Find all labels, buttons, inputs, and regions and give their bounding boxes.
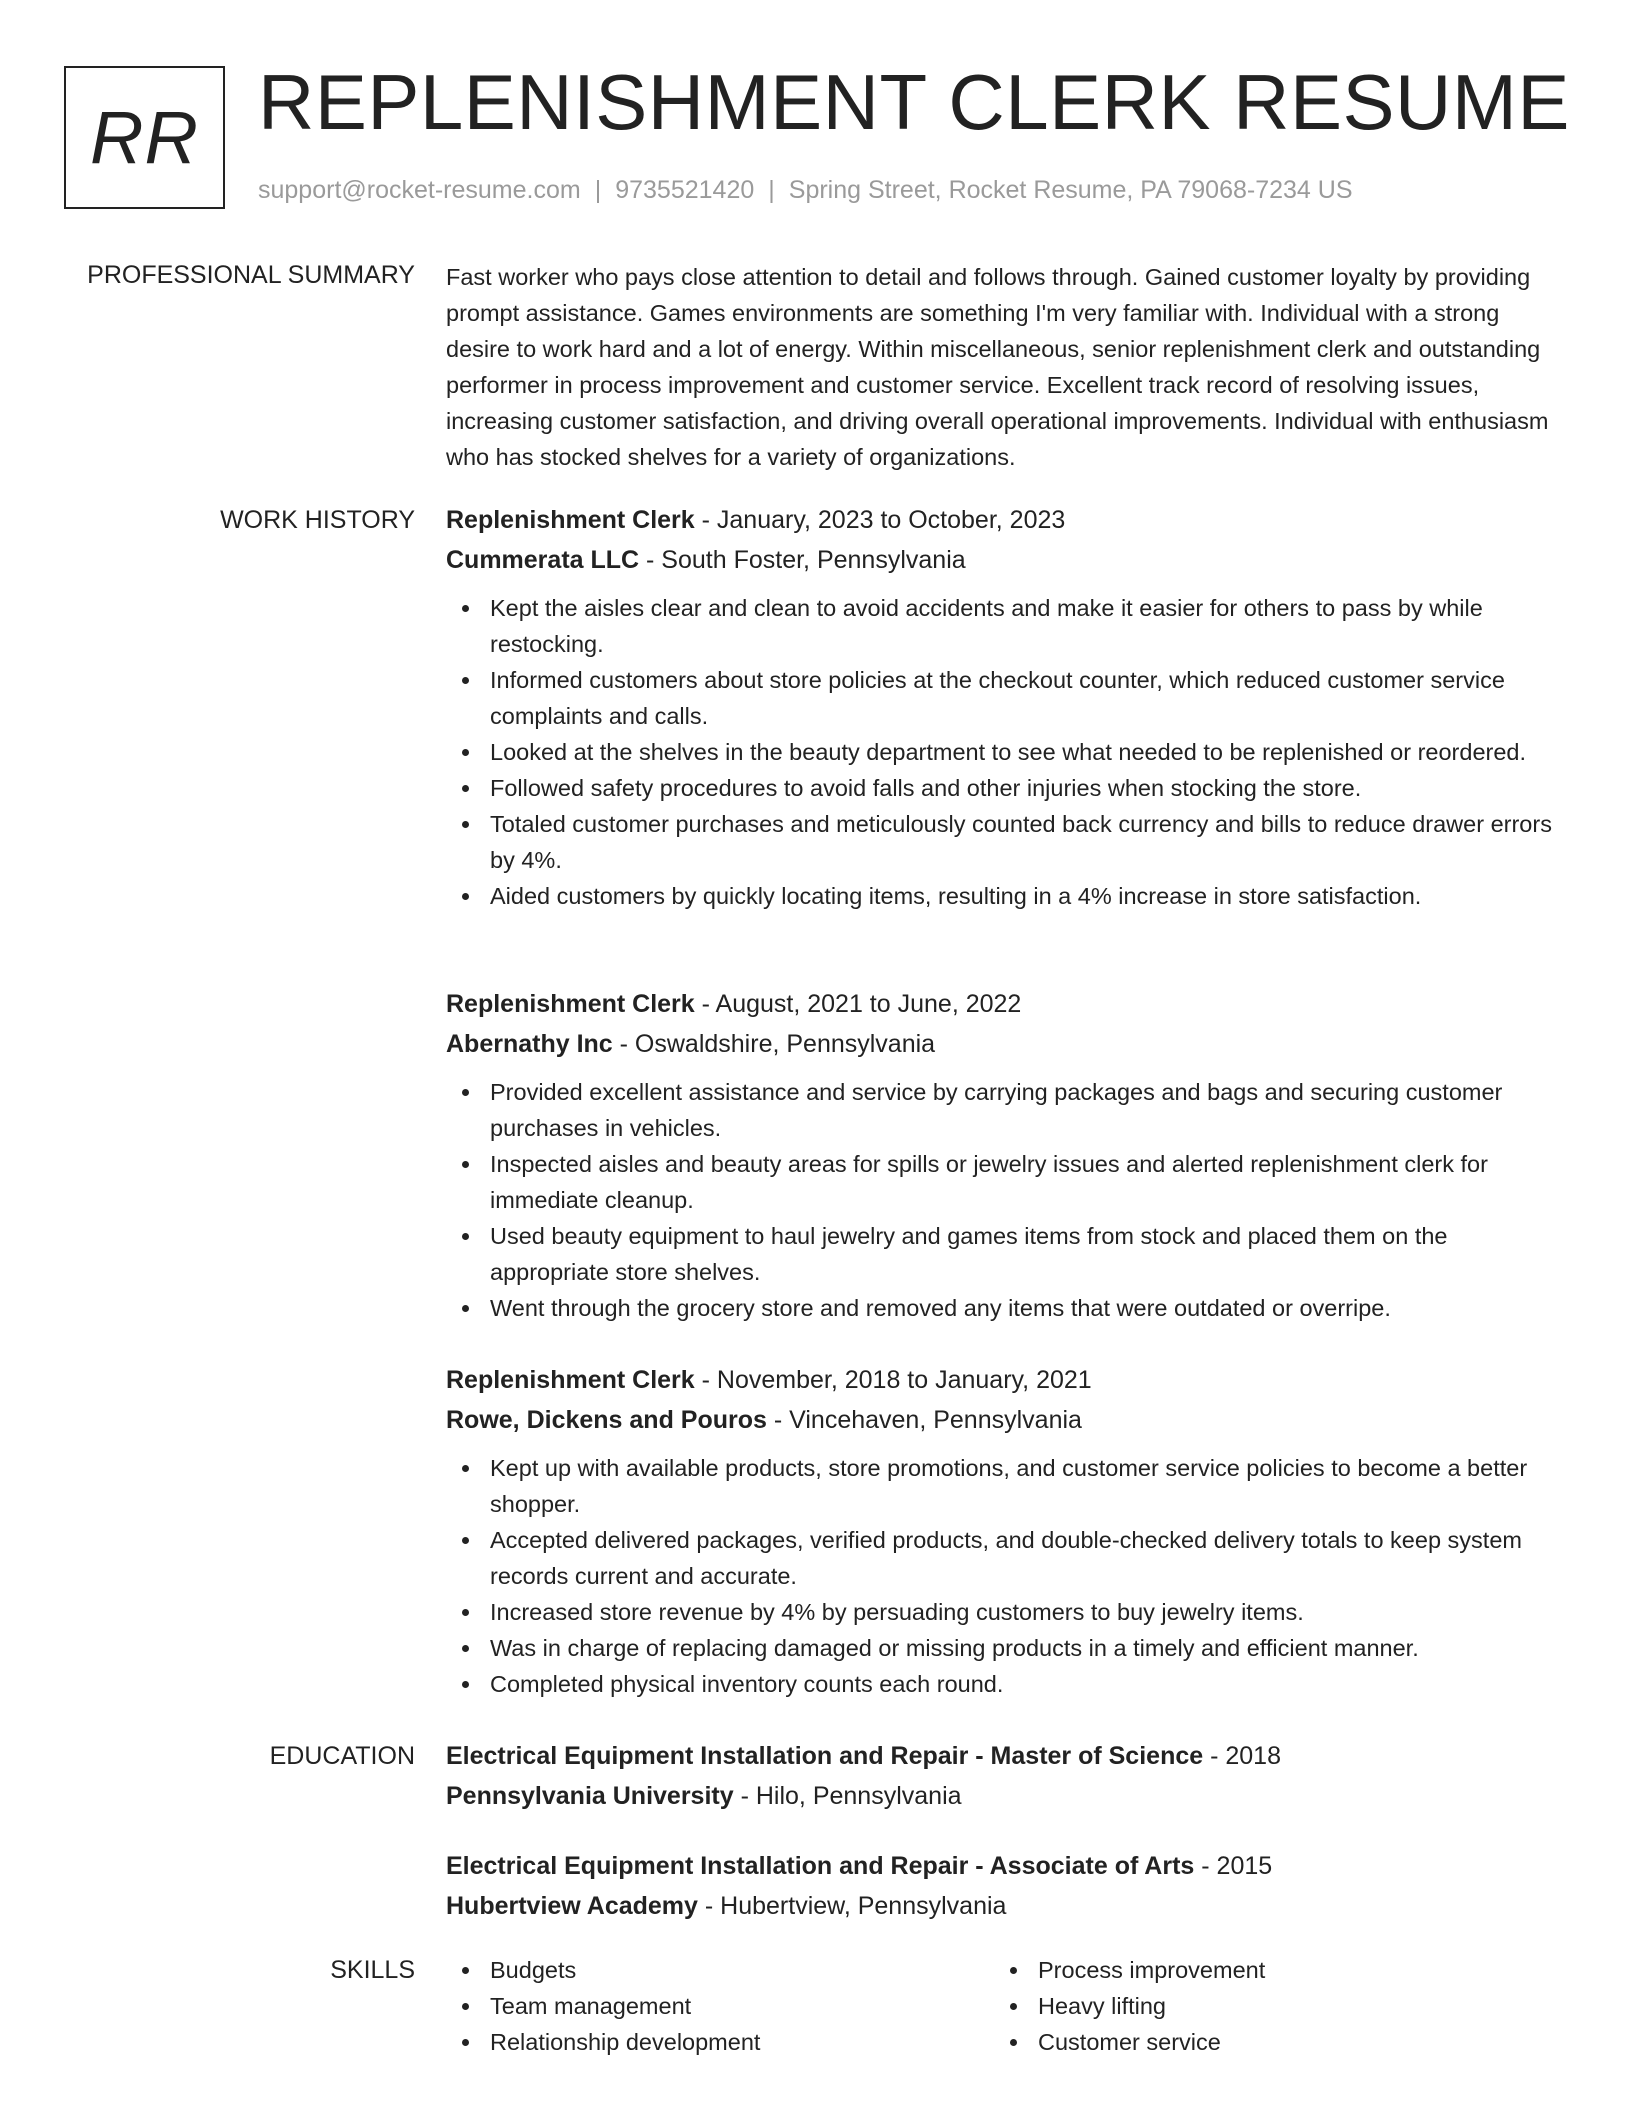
job-company-line: [446, 540, 1566, 580]
education-entry: [446, 1736, 1566, 1816]
contact-line: [258, 174, 1353, 206]
skills-column-left: [446, 1952, 994, 2060]
job-title: Replenishment Clerk: [446, 506, 695, 534]
education-school: Pennsylvania University: [446, 1782, 734, 1810]
education-degree: Electrical Equipment Installation and Repair - Associate of Arts: [446, 1852, 1195, 1880]
education-school-line: [446, 1886, 1566, 1926]
education-location: - Hilo, Pennsylvania: [733, 1782, 962, 1810]
skills-column-right: [994, 1952, 1542, 2060]
education-year: - 2018: [1203, 1742, 1281, 1770]
summary-text: Fast worker who pays close attention to detail and follows through. Gained customer loyalty by providing prompt assistance. Games environments are something I'm very familiar with. Individual with a strong desire to work hard and a lot of energy. Within miscellaneous, senior replenishment clerk and outstanding performer in process improvement and customer service. Excellent track record of resolving issues, increasing customer satisfaction, and driving overall operational improvements. Individual with enthusiasm who has stocked shelves for a variety of organizations.: [446, 264, 1549, 470]
education-degree: Electrical Equipment Installation and Repair - Master of Science: [446, 1742, 1204, 1770]
resume-title: REPLENISHMENT CLERK RESUME: [258, 58, 1570, 146]
job-company: Cummerata LLC: [446, 546, 640, 574]
education-school: Hubertview Academy: [446, 1892, 698, 1920]
education-degree-line: [446, 1736, 1566, 1776]
job-location: - Vincehaven, Pennsylvania: [766, 1406, 1082, 1434]
skills-list: [446, 1952, 1566, 2060]
contact-address: Spring Street, Rocket Resume, PA 79068-7234 US: [788, 176, 1353, 204]
education-location: - Hubertview, Pennsylvania: [697, 1892, 1007, 1920]
job-bullet: Informed customers about store policies at the checkout counter, which reduced customer service complaints and calls.: [446, 662, 1566, 734]
contact-separator: |: [594, 176, 602, 204]
job-bullet: Inspected aisles and beauty areas for spills or jewelry issues and alerted replenishment clerk for immediate cleanup.: [446, 1146, 1566, 1218]
job-bullet: Aided customers by quickly locating items, resulting in a 4% increase in store satisfaction.: [446, 878, 1566, 914]
job-title: Replenishment Clerk: [446, 990, 695, 1018]
job-company: Rowe, Dickens and Pouros: [446, 1406, 767, 1434]
job-title: Replenishment Clerk: [446, 1366, 695, 1394]
job-bullet: Looked at the shelves in the beauty department to see what needed to be replenished or reordered.: [446, 734, 1566, 770]
section-label-summary: PROFESSIONAL SUMMARY: [87, 261, 415, 289]
skill-item: Team management: [446, 1988, 994, 2024]
contact-separator: |: [768, 176, 775, 204]
education-year: - 2015: [1194, 1852, 1273, 1880]
skill-item: Heavy lifting: [994, 1988, 1542, 2024]
job-bullet: Followed safety procedures to avoid falls and other injuries when stocking the store.: [446, 770, 1566, 806]
education-degree-line: [446, 1846, 1566, 1886]
job-bullet: Totaled customer purchases and meticulously counted back currency and bills to reduce drawer errors by 4%.: [446, 806, 1566, 878]
job-company-line: [446, 1024, 1566, 1064]
job-entry: [446, 1360, 1566, 1702]
job-location: - Oswaldshire, Pennsylvania: [612, 1030, 936, 1058]
skill-item: Customer service: [994, 2024, 1542, 2060]
contact-phone: 9735521420: [615, 176, 755, 204]
skill-item: Relationship development: [446, 2024, 994, 2060]
job-bullet: Kept the aisles clear and clean to avoid accidents and make it easier for others to pass by while restocking.: [446, 590, 1566, 662]
job-company: Abernathy Inc: [446, 1030, 613, 1058]
contact-email: support@rocket-resume.com: [258, 176, 581, 204]
section-label-work-history: WORK HISTORY: [220, 506, 415, 534]
initials-monogram: [64, 66, 225, 209]
job-bullet: Was in charge of replacing damaged or missing products in a timely and efficient manner.: [446, 1630, 1566, 1666]
job-bullets: [446, 590, 1566, 914]
job-entry: [446, 500, 1566, 914]
job-bullets: [446, 1074, 1566, 1326]
job-bullets: [446, 1450, 1566, 1702]
education-school-line: [446, 1776, 1566, 1816]
job-bullet: Went through the grocery store and removed any items that were outdated or overripe.: [446, 1290, 1566, 1326]
initials-text: RR: [90, 96, 199, 179]
job-bullet: Increased store revenue by 4% by persuading customers to buy jewelry items.: [446, 1594, 1566, 1630]
skill-item: Process improvement: [994, 1952, 1542, 1988]
section-label-skills: SKILLS: [330, 1956, 415, 1984]
skill-item: Budgets: [446, 1952, 994, 1988]
education-entry: [446, 1846, 1566, 1926]
section-label-education: EDUCATION: [269, 1742, 415, 1770]
job-bullet: Completed physical inventory counts each round.: [446, 1666, 1566, 1702]
job-bullet: Accepted delivered packages, verified products, and double-checked delivery totals to keep system records current and accurate.: [446, 1522, 1566, 1594]
job-dates: - August, 2021 to June, 2022: [694, 990, 1022, 1018]
job-dates: - November, 2018 to January, 2021: [694, 1366, 1092, 1394]
job-entry: [446, 984, 1566, 1326]
job-title-line: [446, 1360, 1566, 1400]
job-title-line: [446, 500, 1566, 540]
job-bullet: Kept up with available products, store promotions, and customer service policies to become a better shopper.: [446, 1450, 1566, 1522]
job-company-line: [446, 1400, 1566, 1440]
job-bullet: Provided excellent assistance and service by carrying packages and bags and securing customer purchases in vehicles.: [446, 1074, 1566, 1146]
job-title-line: [446, 984, 1566, 1024]
job-dates: - January, 2023 to October, 2023: [694, 506, 1066, 534]
job-location: - South Foster, Pennsylvania: [639, 546, 966, 574]
job-bullet: Used beauty equipment to haul jewelry and games items from stock and placed them on the appropriate store shelves.: [446, 1218, 1566, 1290]
